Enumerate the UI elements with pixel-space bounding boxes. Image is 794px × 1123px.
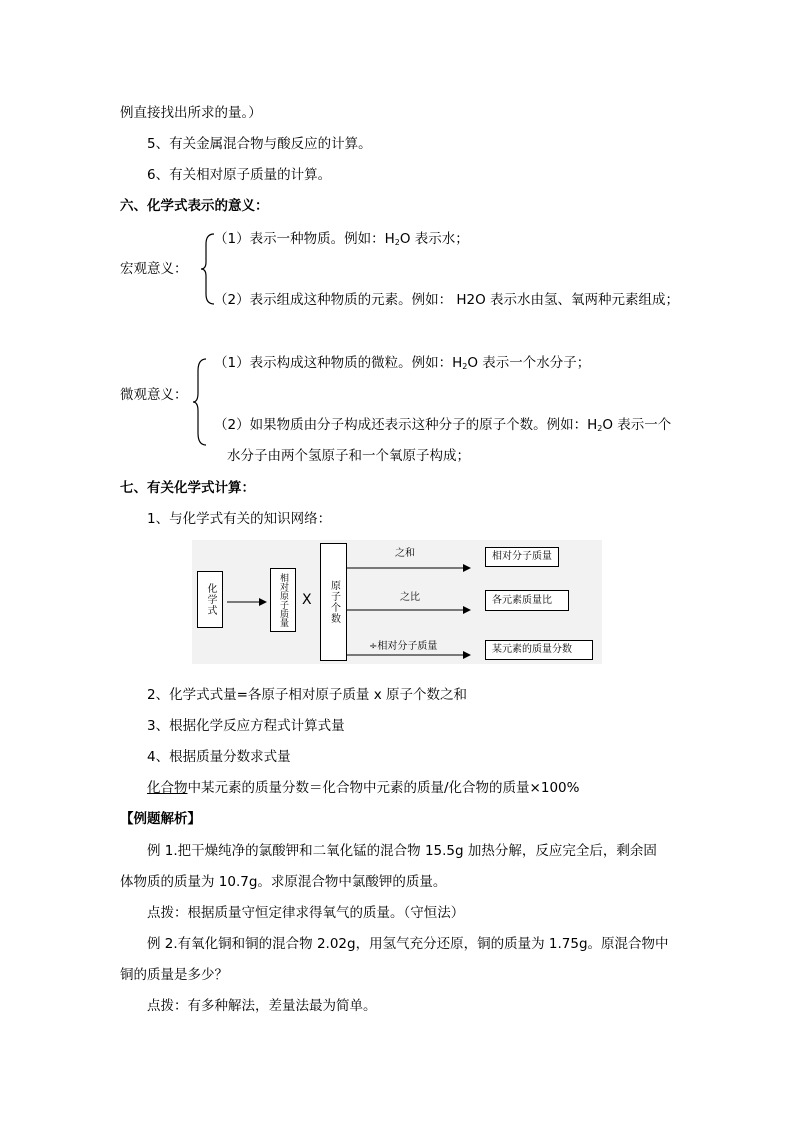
- hint-1: 点拨：根据质量守恒定律求得氧气的质量。（守恒法）: [147, 905, 465, 921]
- text-line: 5、有关金属混合物与酸反应的计算。: [147, 136, 372, 152]
- text-line: 3、根据化学反应方程式计算式量: [147, 718, 345, 734]
- macro-item-2: （2）表示组成这种物质的元素。例如： H2O 表示水由氢、氧两种元素组成；: [214, 292, 680, 308]
- mass-fraction-formula: 化合物中某元素的质量分数＝化合物中元素的质量/化合物的质量×100%: [147, 780, 580, 796]
- arrow-label-ratio: 之比: [400, 592, 420, 603]
- text-line: 例直接找出所求的量。）: [120, 105, 262, 121]
- micro-item-2: （2）如果物质由分子构成还表示这种分子的原子个数。例如：$H_2O$ 表示一个: [214, 417, 672, 433]
- text-line: 4、根据质量分数求式量: [147, 749, 291, 765]
- section-heading: 六、化学式表示的意义：: [120, 198, 269, 214]
- result-relative-molecular-mass: 相对分子质量: [485, 547, 559, 567]
- arrow-label-sum: 之和: [395, 548, 415, 559]
- arrow-icon: [347, 605, 471, 615]
- section-heading: 七、有关化学式计算：: [120, 480, 255, 496]
- atom-count-box: 原子个数: [320, 543, 347, 661]
- brace-icon: [192, 357, 208, 447]
- example-2: 例 2.有氧化铜和铜的混合物 2.02g，用氢气充分还原，铜的质量为 1.75g。原混合物中: [147, 936, 669, 952]
- macro-label: 宏观意义：: [120, 261, 188, 277]
- formula-box: 化学式: [197, 571, 223, 628]
- arrow-icon: [347, 563, 471, 573]
- example-1: 例 1.把干燥纯净的氯酸钾和二氧化锰的混合物 15.5g 加热分解，反应完全后，剩余固: [147, 843, 657, 859]
- hint-2: 点拨：有多种解法，差量法最为简单。: [147, 998, 377, 1014]
- example-2-cont: 铜的质量是多少？: [120, 967, 228, 983]
- result-element-mass-ratio: 各元素质量比: [485, 590, 569, 611]
- micro-item-1: （1）表示构成这种物质的微粒。例如：$H_2O$ 表示一个水分子；: [214, 355, 591, 371]
- example-header: 【例题解析】: [120, 811, 201, 827]
- text-line: 6、有关相对原子质量的计算。: [147, 167, 332, 183]
- example-1-cont: 体物质的质量为 10.7g。求原混合物中氯酸钾的质量。: [120, 874, 447, 890]
- relative-atomic-mass-box: 相对原子质量: [270, 568, 296, 632]
- macro-item-1: （1）表示一种物质。例如：$H_2O$ 表示水；: [214, 231, 469, 247]
- micro-item-2-cont: 水分子由两个氢原子和一个氧原子构成；: [227, 448, 470, 464]
- result-mass-fraction: 某元素的质量分数: [485, 640, 593, 660]
- micro-label: 微观意义：: [120, 387, 188, 403]
- arrow-icon: [347, 650, 471, 660]
- text-line: 2、化学式式量=各原子相对原子质量 x 原子个数之和: [147, 687, 467, 703]
- arrow-icon: [227, 597, 267, 607]
- text-line: 1、与化学式有关的知识网络：: [147, 511, 332, 527]
- arrow-label-divide: ÷相对分子质量: [369, 641, 438, 652]
- times-sign: X: [302, 592, 312, 608]
